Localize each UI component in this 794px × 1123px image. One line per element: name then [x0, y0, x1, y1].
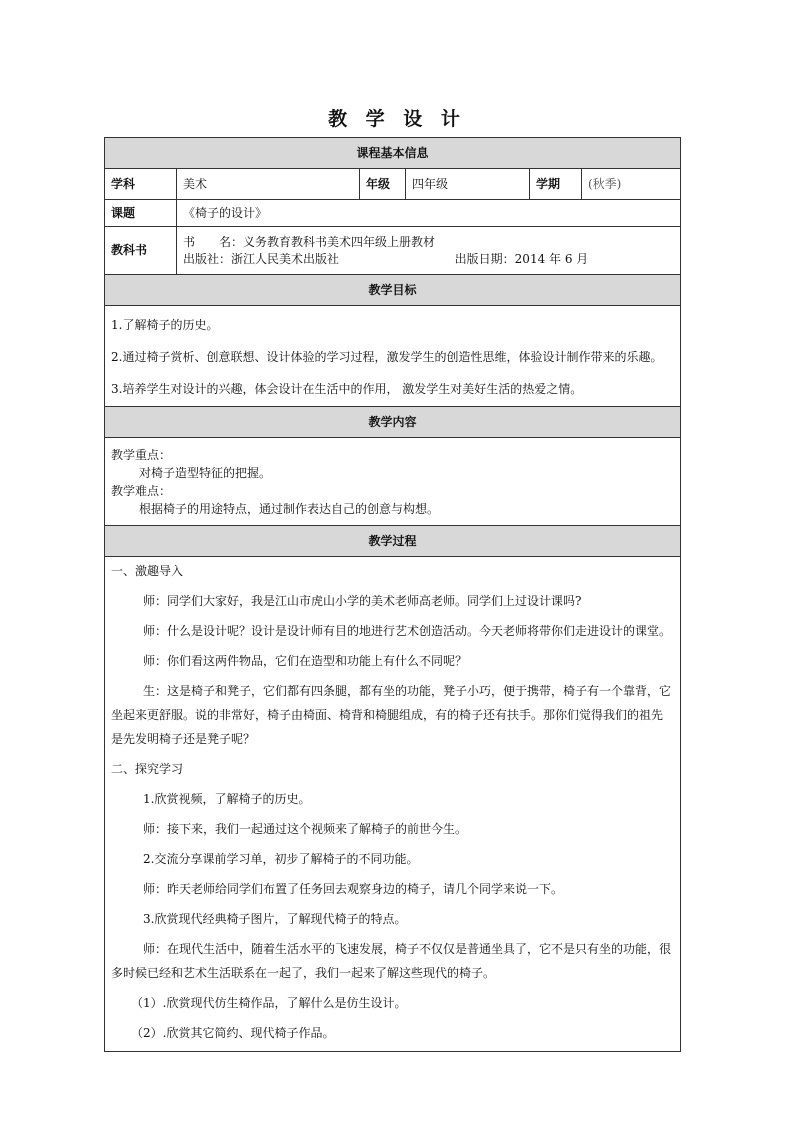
textbook-publisher: 出版社：浙江人民美术出版社 [183, 251, 340, 266]
process-header-row [105, 526, 681, 557]
process-header: 教学过程 [105, 526, 681, 557]
term-label: 学期 [530, 169, 582, 200]
goal-item: 3.培养学生对设计的兴趣，体会设计在生活中的作用， 激发学生对美好生活的热爱之情。 [111, 382, 583, 396]
sub-step: （1）.欣赏现代仿生椅作品，了解什么是仿生设计。 [131, 996, 407, 1010]
step-title: 1.欣赏视频，了解椅子的历史。 [143, 792, 311, 806]
goal-item: 2.通过椅子赏析、创意联想、设计体验的学习过程，激发学生的创造性思维，体验设计制作带来的乐趣。 [111, 350, 663, 364]
goals-header-row [105, 275, 681, 306]
process-paragraph: 师：你们看这两件物品，它们在造型和功能上有什么不同呢？ [143, 654, 468, 668]
subject-row [105, 169, 681, 200]
key-point-text: 对椅子造型特征的把握。 [139, 465, 272, 480]
basic-info-header: 课程基本信息 [105, 138, 681, 169]
goals-header: 教学目标 [105, 275, 681, 306]
page-title: 教 学 设 计 [328, 108, 466, 130]
subject-value: 美术 [177, 169, 360, 200]
term-value: (秋季) [582, 169, 681, 200]
step-text: 师：昨天老师给同学们布置了任务回去观察身边的椅子，请几个同学来说一下。 [143, 882, 564, 896]
step-title: 2.交流分享课前学习单，初步了解椅子的不同功能。 [143, 852, 419, 866]
difficulty-text: 根据椅子的用途特点，通过制作表达自己的创意与构想。 [139, 501, 440, 516]
grade-value: 四年级 [406, 169, 530, 200]
process-row [105, 557, 681, 1052]
step-title: 3.欣赏现代经典椅子图片，了解现代椅子的特点。 [143, 912, 407, 926]
content-block [105, 438, 681, 526]
step-text: 师：在现代生活中，随着生活水平的飞速发展，椅子不仅仅是普通坐具了，它不是只有坐的功能，很多时候已经和艺术生活联系在一起了，我们一起来了解这些现代的椅子。 [111, 942, 672, 980]
process-paragraph: 师：什么是设计呢？设计是设计师有目的地进行艺术创造活动。今天老师将带你们走进设计的课堂。 [143, 624, 672, 638]
lesson-plan-table [104, 137, 681, 1052]
goals-list [105, 306, 681, 407]
section-title: 二、探究学习 [111, 762, 184, 776]
content-row [105, 438, 681, 526]
content-header-row [105, 407, 681, 438]
textbook-publisher-line [183, 251, 674, 267]
textbook-info [177, 227, 681, 275]
textbook-label: 教科书 [105, 227, 177, 275]
key-point-label: 教学重点： [111, 447, 172, 462]
basic-info-header-row [105, 138, 681, 169]
textbook-name: 书 名：义务教育教科书美术四年级上册教材 [183, 235, 436, 250]
topic-value: 《椅子的设计》 [177, 200, 681, 227]
topic-row [105, 200, 681, 227]
sub-step: （2）.欣赏其它简约、现代椅子作品。 [131, 1026, 335, 1040]
process-paragraph: 生：这是椅子和凳子，它们都有四条腿，都有坐的功能，凳子小巧，便于携带，椅子有一个靠背，它坐起来更舒服。说的非常好，椅子由椅面、椅背和椅腿组成，有的椅子还有扶手。那你们觉得我们的祖先是先发明椅子还是凳子呢？ [111, 684, 672, 746]
process-block [105, 557, 681, 1052]
process-paragraph: 师：同学们大家好，我是江山市虎山小学的美术老师高老师。同学们上过设计课吗? [143, 594, 582, 608]
step-text: 师：接下来，我们一起通过这个视频来了解椅子的前世今生。 [143, 822, 468, 836]
grade-label: 年级 [360, 169, 406, 200]
section-title: 一、激趣导入 [111, 564, 184, 578]
goals-row [105, 306, 681, 407]
textbook-row [105, 227, 681, 275]
topic-label: 课题 [105, 200, 177, 227]
subject-label: 学科 [105, 169, 177, 200]
goal-item: 1.了解椅子的历史。 [111, 318, 219, 332]
textbook-date: 出版日期：2014 年 6 月 [454, 251, 589, 266]
content-header: 教学内容 [105, 407, 681, 438]
difficulty-label: 教学难点： [111, 483, 172, 498]
